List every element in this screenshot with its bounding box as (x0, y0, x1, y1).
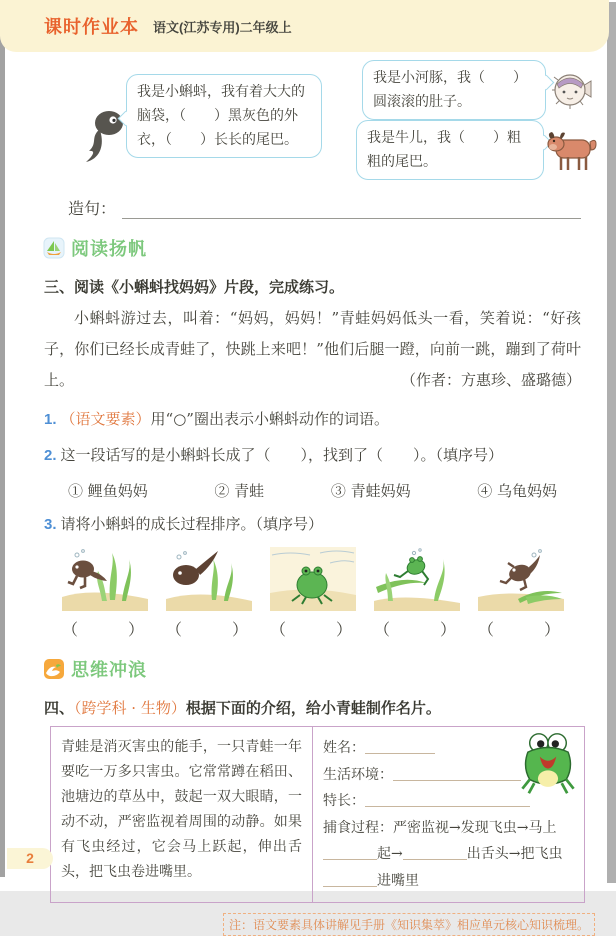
name-blank-line (365, 739, 435, 754)
pufferfish-icon (552, 68, 592, 110)
frog-name-card (50, 726, 585, 903)
process-segment: 出舌头→把飞虫 (466, 846, 563, 862)
process-segment: 严密监视→发现飞虫→马上 (393, 819, 557, 836)
question-1 (44, 407, 581, 432)
option-item: ② 青蛙 (214, 482, 265, 500)
environment-label: 生活环境： (323, 766, 393, 783)
skill-blank-line (365, 792, 530, 807)
brand-title: 课时作业本 (44, 17, 139, 37)
sailboat-icon (44, 238, 64, 258)
frog-icon (520, 732, 576, 796)
process-blank-line (403, 845, 467, 860)
tadpole-four-legs-image (478, 547, 564, 611)
header-band (0, 0, 609, 52)
stage-3 (270, 547, 359, 640)
stage-1-blank: （ ） (62, 620, 151, 639)
reading-section-header (44, 235, 607, 261)
pufferfish-bubble-text: 我是小河豚，我（ ）圆滚滚的肚子。 (373, 70, 527, 110)
process-label: 捕食过程： (323, 819, 393, 836)
card-fields (313, 727, 584, 902)
tadpole-bubble-text: 我是小蝌蚪，我有着大大的脑袋，（ ）黑灰色的外衣，（ ）长长的尾巴。 (137, 84, 305, 148)
edition-subtitle: 语文(江苏专用)二年级上 (153, 19, 292, 35)
wave-icon (44, 659, 64, 679)
question-3 (44, 512, 581, 537)
exercise-4-title (44, 697, 581, 718)
card-intro-text: 青蛙是消灭害虫的能手，一只青蛙一年要吃一万多只害虫。它常常蹲在稻田、池塘边的草丛中，鼓起一双大眼睛，一动不动，严密监视着周围的动静。如果有飞虫经过，它会马上跃起，伸出舌头，把飞虫卷进嘴里。 (51, 727, 313, 902)
stage-5 (478, 547, 567, 640)
exercise-4-text: 根据下面的介绍，给小青蛙制作名片。 (185, 700, 441, 717)
adult-frog-image (270, 547, 356, 611)
page-number-badge: 2 (7, 848, 53, 869)
skill-label: 特长： (323, 793, 365, 809)
tadpole-image (166, 547, 252, 611)
option-item: ④ 乌龟妈妈 (477, 482, 557, 500)
young-frog-jumping-image (374, 547, 460, 611)
footer-note: 注：语文要素具体讲解见手册《知识集萃》相应单元核心知识梳理。 (223, 913, 595, 936)
page-right-edge (607, 2, 616, 883)
stage-4 (374, 547, 463, 640)
process-blank-line (323, 872, 377, 887)
tadpole-speech-bubble (126, 74, 322, 158)
cow-bubble-text: 我是牛儿，我（ ）粗粗的尾巴。 (367, 130, 521, 170)
reading-passage: 小蝌蚪游过去，叫着：“妈妈，妈妈！”青蛙妈妈低头一看，笑着说：“好孩子，你们已经长成青蛙了，快跳上来吧！”他们后腿一蹬，向前一跳，蹦到了荷叶上。 （作者：方惠珍、盛璐德） (44, 303, 581, 396)
exercise-4-tag: （跨学科 · 生物） (74, 699, 186, 717)
stage-1 (62, 547, 151, 640)
question-1-tag: （语文要素） (60, 410, 151, 428)
question-3-text: 请将小蝌蚪的成长过程排序。（填序号） (60, 515, 324, 533)
sentence-row (68, 196, 581, 219)
sentence-label: 造句： (68, 199, 117, 218)
exercise-4-number: 四、 (44, 700, 75, 717)
pufferfish-speech-bubble (362, 60, 546, 120)
process-segment: 进嘴里 (377, 872, 419, 889)
cow-speech-bubble (356, 120, 544, 180)
process-segment: 起→ (377, 846, 403, 862)
question-3-number: 3. (44, 516, 57, 533)
name-label: 姓名： (323, 740, 365, 756)
question-2 (44, 443, 581, 468)
card-field-process (323, 815, 574, 895)
thinking-section-title: 思维冲浪 (71, 660, 147, 680)
question-1-text: 用“○”圈出表示小蝌蚪动作的词语。 (150, 410, 389, 428)
process-blank-line (323, 845, 377, 860)
environment-blank-line (393, 766, 521, 781)
reading-section-title: 阅读扬帆 (71, 239, 147, 259)
question-2-text: 这一段话写的是小蝌蚪长成了（ ），找到了（ ）。（填序号） (60, 446, 504, 464)
cow-icon (546, 128, 598, 172)
footer-note-row (0, 913, 595, 936)
question-2-options (68, 480, 557, 501)
question-2-number: 2. (44, 447, 57, 464)
warmup-bubbles (0, 58, 607, 190)
passage-author: （作者：方惠珍、盛璐德） (400, 371, 581, 389)
stage-2 (166, 547, 255, 640)
option-item: ① 鲤鱼妈妈 (68, 482, 148, 500)
stage-4-blank: （ ） (374, 620, 463, 639)
stage-5-blank: （ ） (478, 620, 567, 639)
tadpole-hind-legs-image (62, 547, 148, 611)
stage-2-blank: （ ） (166, 620, 255, 639)
thinking-section-header (44, 656, 607, 682)
question-1-number: 1. (44, 411, 57, 428)
stage-3-blank: （ ） (270, 620, 359, 639)
exercise-3-title: 三、阅读《小蝌蚪找妈妈》片段，完成练习。 (44, 279, 345, 296)
growth-stage-row (62, 547, 607, 640)
sentence-blank-line (122, 199, 581, 219)
option-item: ③ 青蛙妈妈 (330, 482, 411, 500)
